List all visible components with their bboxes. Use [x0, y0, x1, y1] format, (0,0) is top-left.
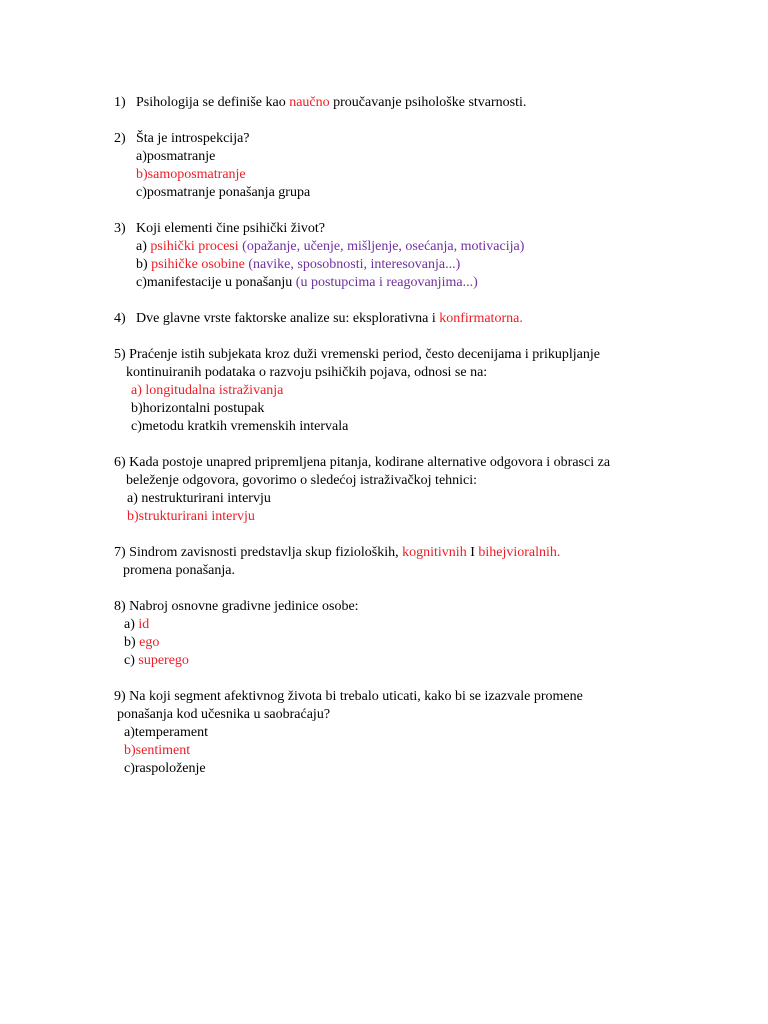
question-text: Koji elementi čine psihički život? [136, 221, 325, 236]
option-c: c)posmatranje ponašanja grupa [136, 185, 311, 200]
option-prefix: c) [124, 653, 139, 668]
question-7-continued: promena ponašanja. [123, 563, 235, 578]
option-a: a) nestrukturirani intervju [127, 491, 271, 506]
question-number: 2) [114, 131, 126, 146]
answer-highlight: bihejvioralnih. [478, 545, 561, 560]
option-b-answer: b)strukturirani intervju [127, 509, 255, 524]
question-text: I [466, 545, 479, 560]
option-a [136, 238, 524, 256]
option-prefix: a) [124, 617, 139, 632]
option-b: b)horizontalni postupak [131, 401, 265, 416]
question-9-continued: ponašanja kod učesnika u saobraćaju? [117, 707, 331, 722]
question-text: Dve glavne vrste faktorske analize su: eksplorativna i [136, 311, 440, 326]
question-text: Šta je introspekcija? [136, 131, 250, 146]
question-6: 6) Kada postoje unapred pripremljena pitanja, kodirane alternative odgovora i obrasci za [114, 455, 611, 470]
question-3 [114, 220, 325, 238]
question-8: 8) Nabroj osnovne gradivne jedinice osobe: [114, 599, 359, 614]
question-1 [114, 94, 526, 112]
question-number: 3) [114, 221, 126, 236]
option-a-answer: a) longitudalna istraživanja [131, 383, 284, 398]
option-prefix: a) [136, 239, 151, 254]
question-number: 4) [114, 311, 126, 326]
answer-highlight: naučno [289, 95, 330, 110]
option-c: c)metodu kratkih vremenskih intervala [131, 419, 349, 434]
option-b-answer: b)sentiment [124, 743, 191, 758]
option-c [124, 652, 189, 670]
question-2 [114, 130, 250, 148]
option-b-answer: b)samoposmatranje [136, 167, 246, 182]
question-5-continued: kontinuiranih podataka o razvoju psihičkih pojava, odnosi se na: [126, 365, 488, 380]
question-number: 1) [114, 95, 126, 110]
answer-detail: (opažanje, učenje, mišljenje, osećanja, motivacija) [238, 239, 525, 254]
question-text: proučavanje psihološke stvarnosti. [329, 95, 527, 110]
answer-detail: (u postupcima i reagovanjima...) [295, 275, 478, 290]
option-prefix: c)manifestacije u ponašanju [136, 275, 296, 290]
option-prefix: b) [124, 635, 140, 650]
question-6-continued: beleženje odgovora, govorimo o sledećoj istraživačkoj tehnici: [126, 473, 478, 488]
answer-highlight: id [138, 617, 150, 632]
option-c: c)raspoloženje [124, 761, 206, 776]
question-9: 9) Na koji segment afektivnog života bi trebalo uticati, kako bi se izazvale promene [114, 689, 583, 704]
answer-highlight: psihički procesi [150, 239, 239, 254]
answer-highlight: superego [138, 653, 189, 668]
option-b [136, 256, 460, 274]
option-prefix: b) [136, 257, 152, 272]
answer-highlight: ego [139, 635, 160, 650]
answer-highlight: kognitivnih [402, 545, 467, 560]
option-b [124, 634, 159, 652]
answer-highlight: konfirmatorna. [439, 311, 523, 326]
question-5: 5) Praćenje istih subjekata kroz duži vremenski period, često decenijama i prikupljanje [114, 347, 600, 362]
question-text: 7) Sindrom zavisnosti predstavlja skup fizioloških, [114, 545, 403, 560]
answer-highlight: psihičke osobine [151, 257, 245, 272]
question-7 [114, 544, 560, 562]
question-4 [114, 310, 523, 328]
option-a [124, 616, 149, 634]
option-a: a)temperament [124, 725, 208, 740]
question-text: Psihologija se definiše kao [136, 95, 290, 110]
answer-detail: (navike, sposobnosti, interesovanja...) [244, 257, 461, 272]
option-a: a)posmatranje [136, 149, 216, 164]
option-c [136, 274, 478, 292]
